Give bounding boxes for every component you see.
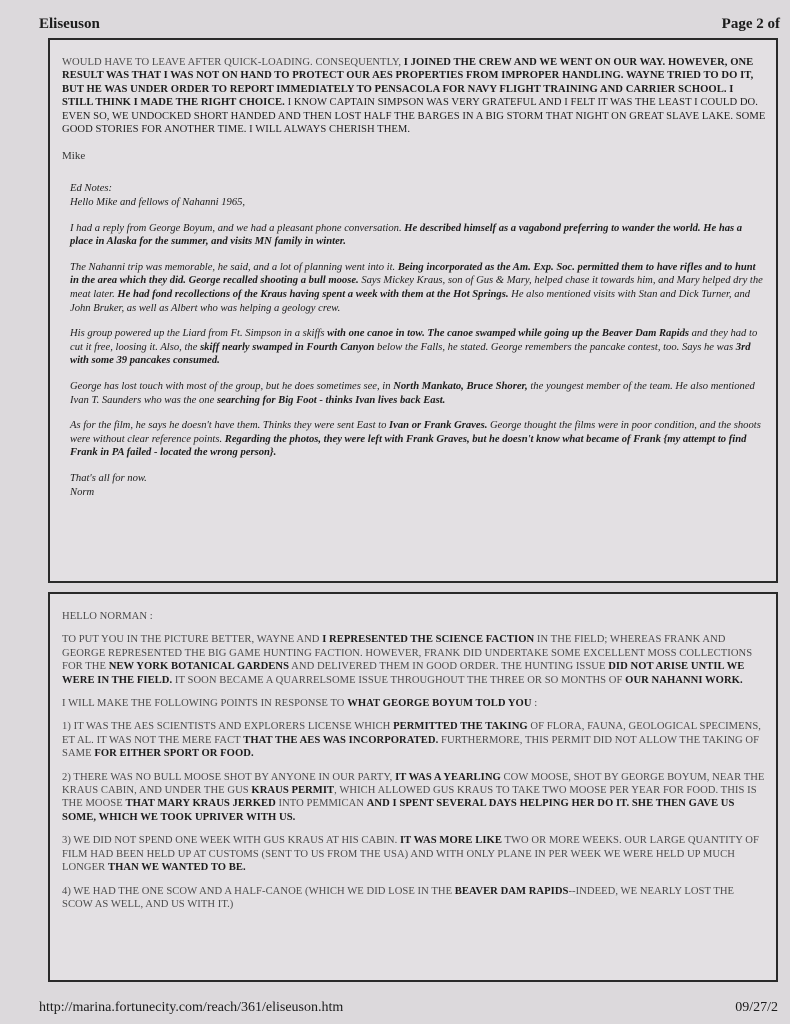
page-number: Page 2 of [721, 16, 780, 32]
norman-letter-text [62, 610, 766, 911]
notes-paragraph: George has lost touch with most of the group, but he does sometimes see, in North Mankato, Bruce Shorer, the youngest member of the team. He also mentioned Ivan T. Saunders who was the one searching for Big Foot - thinks Ivan lives back East. [70, 380, 755, 406]
page-url: http://marina.fortunecity.com/reach/361/eliseuson.htm [39, 1000, 344, 1015]
notes-paragraph: I had a reply from George Boyum, and we had a pleasant phone conversation. He described himself as a vagabond preferring to wander the world. He has a place in Alaska for the summer, and visits MN family in winter. [70, 222, 743, 248]
letter-paragraph: 4) WE HAD THE ONE SCOW AND A HALF-CANOE (WHICH WE DID LOSE IN THE BEAVER DAM RAPIDS--INDEED, WE NEARLY LOST THE SCOW AS WELL, AND US WITH IT.) [62, 885, 735, 910]
letter-paragraph: 1) IT WAS THE AES SCIENTISTS AND EXPLORERS LICENSE WHICH PERMITTED THE TAKING OF FLORA, FAUNA, GEOLOGICAL SPECIMENS, ET AL. IT WAS NOT THE MERE FACT THAT THE AES WAS INCORPORATED. FURTHERMORE, THIS PERMIT DID NOT ALLOW THE TAKING OF SAME FOR EITHER SPORT OR FOOD. [62, 721, 761, 760]
letter-box-2 [48, 592, 778, 982]
notes-paragraph: As for the film, he says he doesn't have them. Thinks they were sent East to Ivan or Frank Graves. George thought the films were in poor condition, and the shoots were without clear reference points. Regarding the photos, they were left with Frank Graves, but he doesn't know what became of Frank {my attempt to find Frank in PA failed - located the wrong person}. [70, 420, 761, 459]
letter-paragraph: 3) WE DID NOT SPEND ONE WEEK WITH GUS KRAUS AT HIS CABIN. IT WAS MORE LIKE TWO OR MORE WEEKS. OUR LARGE QUANTITY OF FILM HAD BEEN HELD UP AT CUSTOMS (SENT TO US FROM THE USA) AND WITH ONLY PLANE IN PER WEEK WE WERE HELD UP MUCH LONGER THAN WE WANTED TO BE. [62, 835, 759, 874]
notes-paragraph: His group powered up the Liard from Ft. Simpson in a skiffs with one canoe in tow. The canoe swamped while going up the Beaver Dam Rapids and they had to cut it free, loosing it. Also, the skiff nearly swamped in Fourth Canyon below the Falls, he stated. George remembers the pancake contest, too. Says he was 3rd with some 39 pancakes consumed. [70, 328, 758, 367]
letter-paragraph: TO PUT YOU IN THE PICTURE BETTER, WAYNE AND I REPRESENTED THE SCIENCE FACTION IN THE FIELD; WHEREAS FRANK AND GEORGE REPRESENTED THE BIG GAME HUNTING FACTION. HOWEVER, FRANK DID UNDERTAKE SOME EXCELLENT MOSS COLLECTIONS FOR THE NEW YORK BOTANICAL GARDENS AND DELIVERED THEM IN GOOD ORDER. THE HUNTING ISSUE DID NOT ARISE UNTIL WE WERE IN THE FIELD. IT SOON BECAME A QUARRELSOME ISSUE THROUGHOUT THE THREE OR SO MONTHS OF OUR NAHANNI WORK. [62, 634, 753, 686]
letter-salutation: HELLO NORMAN : [62, 611, 153, 622]
letter-paragraph: I WILL MAKE THE FOLLOWING POINTS IN RESPONSE TO WHAT GEORGE BOYUM TOLD YOU : [62, 698, 538, 710]
letter-paragraph: 2) THERE WAS NO BULL MOOSE SHOT BY ANYONE IN OUR PARTY, IT WAS A YEARLING COW MOOSE, SHOT BY GEORGE BOYUM, NEAR THE KRAUS CABIN, AND UNDER THE GUS KRAUS PERMIT, WHICH ALLOWED GUS KRAUS TO TAKE TWO MOOSE PER YEAR FOR FOOD. THIS IS THE MOOSE THAT MARY KRAUS JERKED INTO PEMMICAN AND I SPENT SEVERAL DAYS HELPING HER DO IT. SHE THEN GAVE US SOME, WHICH WE TOOK UPRIVER WITH US. [62, 771, 765, 823]
notes-closing: That's all for now. Norm [70, 472, 147, 498]
notes-paragraph: The Nahanni trip was memorable, he said, and a lot of planning went into it. Being incorporated as the Am. Exp. Soc. permitted them to have rifles and to hunt in the area which they did. George recalled shooting a bull moose. Says Mickey Kraus, son of Gus & Mary, helped chase it towards him, and Mary helped dry the meat later. He had fond recollections of the Kraus having spent a week with them at the Hot Springs. He also mentioned visits with Stan and Dick Turner, and John Bruker, as well as Albert who was helping a geology crew. [70, 261, 763, 314]
letter-signature: Mike [62, 150, 86, 163]
notes-heading: Ed Notes: Hello Mike and fellows of Nahanni 1965, [70, 183, 246, 209]
editor-notes [62, 182, 766, 499]
print-date: 09/27/2 [735, 1000, 778, 1015]
mike-letter-text [62, 56, 766, 136]
letter-box-1 [48, 38, 778, 583]
page-header-title: Eliseuson [39, 16, 100, 32]
letter-paragraph: WOULD HAVE TO LEAVE AFTER QUICK-LOADING. CONSEQUENTLY, I JOINED THE CREW AND WE WENT ON OUR WAY. HOWEVER, ONE RESULT WAS THAT I WAS NOT ON HAND TO PROTECT OUR AES PROPERTIES FROM IMPROPER HANDLING. WAYNE TRIED TO DO IT, BUT HE WAS UNDER ORDER TO REPORT IMMEDIATELY TO PENSACOLA FOR NAVY FLIGHT TRAINING AND CARRIER SCHOOL. I STILL THINK I MADE THE RIGHT CHOICE. I KNOW CAPTAIN SIMPSON WAS VERY GRATEFUL AND I FELT IT WAS THE LEAST I COULD DO. EVEN SO, WE UNDOCKED SHORT HANDED AND THEN LOST HALF THE BARGES IN A BIG STORM THAT NIGHT ON GREAT SLAVE LAKE. SOME GOOD STORIES FOR ANOTHER TIME. I WILL ALWAYS CHERISH THEM. [62, 57, 766, 136]
